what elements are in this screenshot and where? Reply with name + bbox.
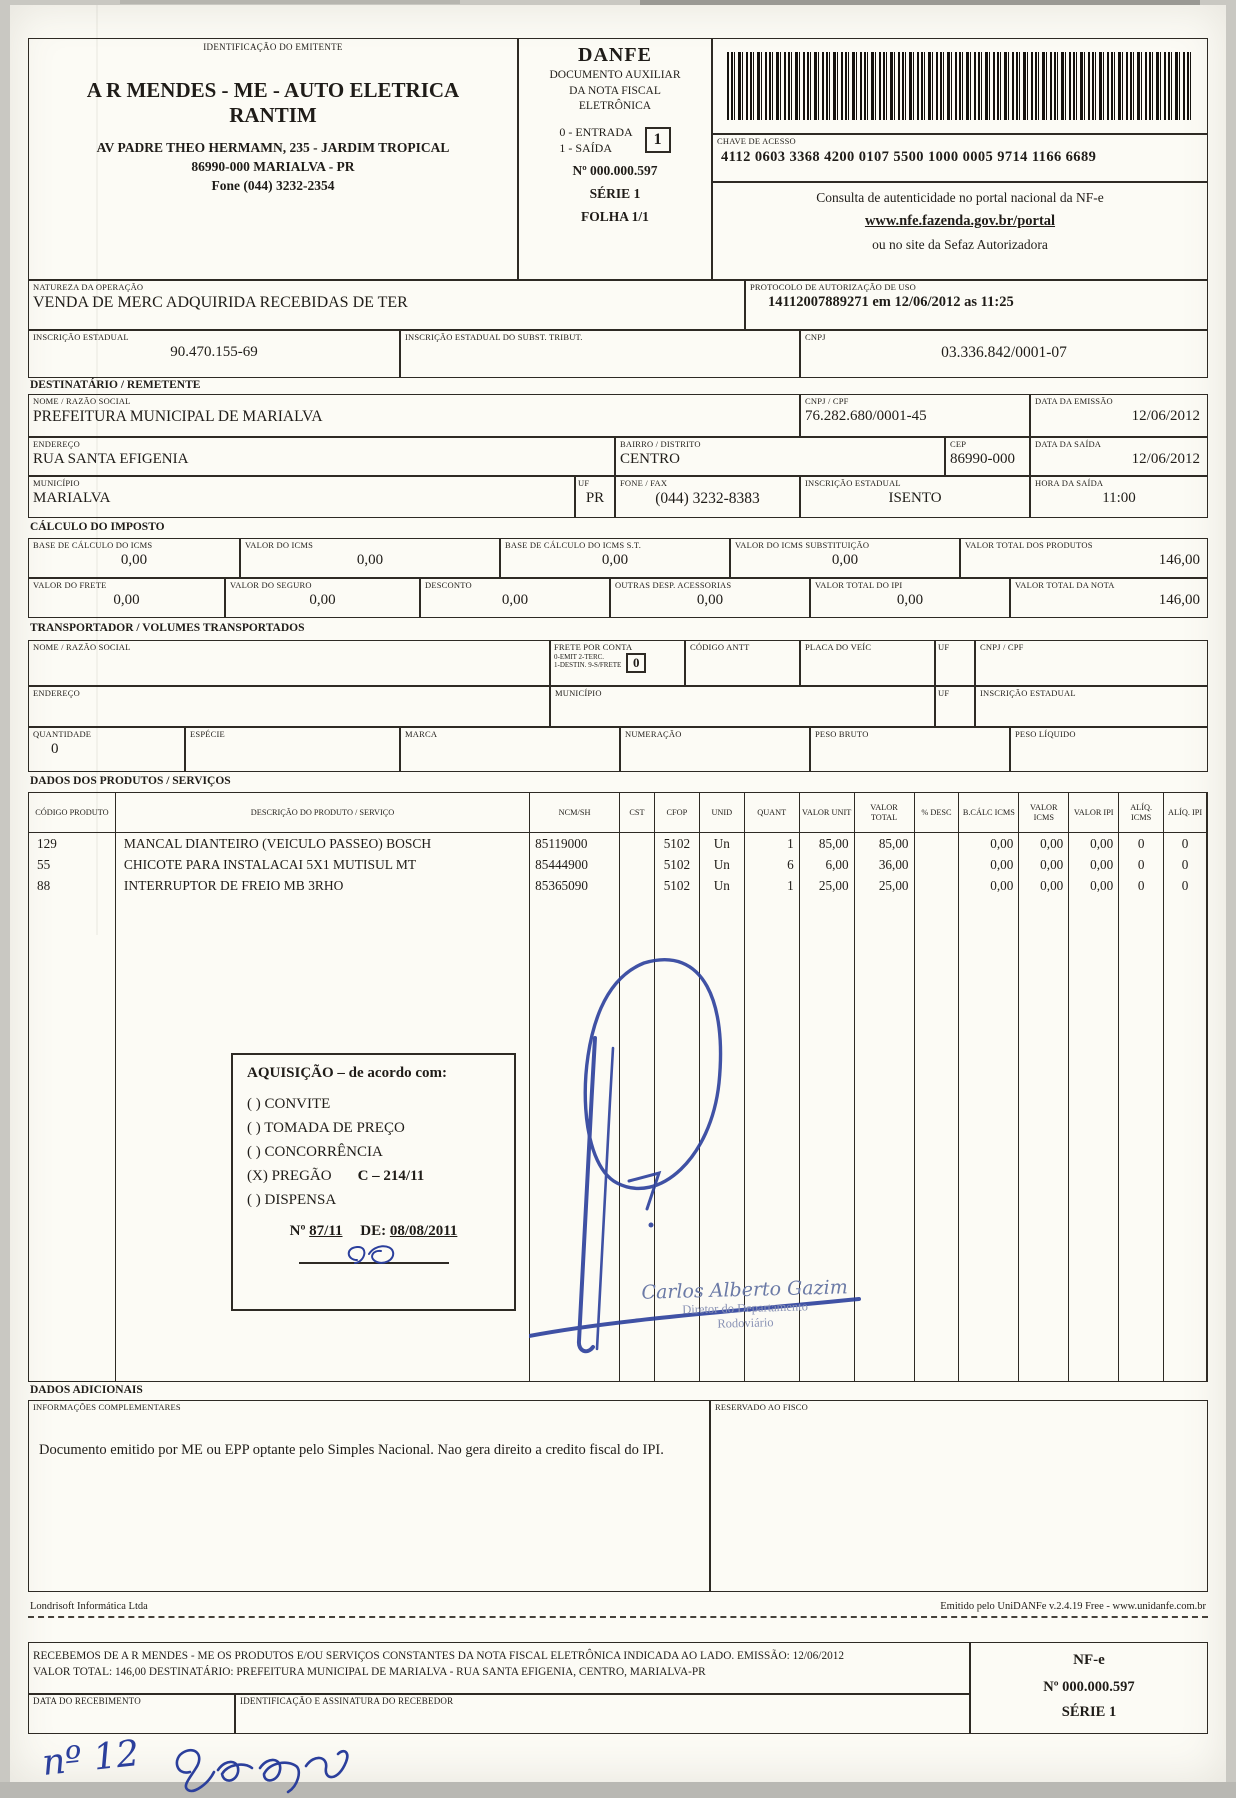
field-value: PREFEITURA MUNICIPAL DE MARIALVA (33, 408, 323, 425)
section-destinatario: DESTINATÁRIO / REMETENTE (30, 379, 201, 391)
column-header: VALOR TOTAL (855, 793, 914, 833)
field-dest-municipio (28, 476, 575, 518)
column-header: NCM/SH (530, 793, 619, 833)
emitter-address-1: AV PADRE THEO HERMAMN, 235 - JARDIM TROPICAL (96, 140, 450, 155)
field-desconto (420, 578, 610, 618)
field-value: 0,00 (309, 592, 336, 608)
stamp-de-label: DE: (360, 1223, 387, 1239)
field-value: 0,00 (831, 552, 859, 568)
field-informacoes-complementares (28, 1400, 710, 1592)
field-inscricao-subst-tribut (400, 330, 800, 378)
field-label: CNPJ / CPF (980, 642, 1024, 652)
column-header: VALOR UNIT (800, 793, 854, 833)
cell-valor-icms: 0,00 (1040, 836, 1064, 851)
field-label: NOME / RAZÃO SOCIAL (33, 642, 131, 652)
receipt-stub-left (28, 1642, 970, 1734)
field-label: BAIRRO / DISTRITO (620, 439, 701, 449)
cell-ncm: 85444900 (535, 857, 588, 872)
field-natureza-operacao (28, 280, 745, 330)
field-label: NOME / RAZÃO SOCIAL (33, 396, 131, 406)
field-transp-uf-2 (935, 686, 975, 727)
cell-aliq-ipi: 0 (1181, 857, 1189, 872)
signer-stamp (614, 1276, 875, 1335)
frete-option-line-2: 1-DESTIN. 9-S/FRETE (554, 661, 622, 669)
field-value: 12/06/2012 (1131, 408, 1200, 424)
field-label: DESCONTO (425, 580, 472, 590)
transportador-row-3 (28, 727, 1208, 772)
field-value: (044) 3232-8383 (655, 490, 760, 507)
field-reservado-ao-fisco (710, 1400, 1208, 1592)
stamp-option-convite: ( ) CONVITE (247, 1096, 331, 1112)
frete-options (554, 653, 621, 669)
field-dest-fone (615, 476, 800, 518)
field-dest-endereco (28, 437, 615, 476)
field-label: MUNICÍPIO (555, 688, 602, 698)
field-dest-inscricao-estadual (800, 476, 1030, 518)
field-inscricao-estadual (28, 330, 400, 378)
field-label: NATUREZA DA OPERAÇÃO (33, 282, 144, 292)
cell-descricao: MANCAL DIANTEIRO (VEICULO PASSEO) BOSCH (123, 836, 432, 851)
destinatario-row-2 (28, 437, 1208, 476)
field-value: PR (585, 490, 605, 506)
cell-cfop: 5102 (663, 836, 691, 851)
receipt-declaration (28, 1642, 970, 1694)
field-numeracao (620, 727, 810, 772)
cell-aliq-icms: 0 (1137, 857, 1145, 872)
destinatario-row-1 (28, 394, 1208, 437)
access-column (712, 38, 1208, 280)
cell-valor-unit: 85,00 (818, 836, 849, 851)
cell-valor-ipi: 0,00 (1090, 857, 1114, 872)
cell-codigo: 55 (37, 857, 51, 872)
receipt-line-1: RECEBEMOS DE A R MENDES - ME OS PRODUTOS E/OU SERVIÇOS CONSTANTES DA NOTA FISCAL ELETRÔNICA INDICADA AO LADO. EMISSÃO: 12/06/2012 (33, 1650, 845, 1662)
tear-dashed-line (28, 1616, 1208, 1618)
cell-valor-total: 25,00 (878, 878, 909, 893)
field-value: 0,00 (120, 552, 148, 568)
field-dest-bairro (615, 437, 945, 476)
field-valor-seguro (225, 578, 420, 618)
field-value: MARIALVA (33, 490, 111, 506)
section-transportador: TRANSPORTADOR / VOLUMES TRANSPORTADOS (30, 622, 305, 634)
field-value: ISENTO (888, 490, 942, 506)
transportador-row-2 (28, 686, 1208, 727)
danfe-entrada-option: 0 - ENTRADA (559, 124, 633, 139)
field-value: 0,00 (356, 552, 384, 568)
consult-line-1: Consulta de autenticidade no portal nacional da NF-e (816, 190, 1104, 205)
field-dest-cep (945, 437, 1030, 476)
column-header: ALÍQ. IPI (1164, 793, 1206, 833)
column-header: % DESC (915, 793, 959, 833)
field-dest-cnpj (800, 394, 1030, 437)
cell-aliq-icms: 0 (1137, 878, 1145, 893)
column-header: QUANT (745, 793, 799, 833)
footer-line (28, 1592, 1208, 1612)
emitted-by: Emitido pelo UniDANFe v.2.4.19 Free - www.unidanfe.com.br (940, 1601, 1206, 1612)
handwritten-note-area (28, 1733, 1208, 1798)
stamp-signature-line (299, 1262, 449, 1264)
cell-unid: Un (713, 836, 730, 851)
emitter-name: A R MENDES - ME - AUTO ELETRICA RANTIM (86, 78, 460, 127)
field-frete-por-conta (550, 640, 685, 686)
handwritten-scribble (168, 1742, 368, 1796)
cell-valor-unit: 25,00 (818, 878, 849, 893)
field-label: CEP (950, 439, 967, 449)
danfe-title: DANFE (578, 44, 652, 66)
danfe-io-block (523, 124, 707, 156)
field-label: PESO LÍQUIDO (1015, 729, 1076, 739)
field-hora-saida (1030, 476, 1208, 518)
cell-valor-icms: 0,00 (1040, 878, 1064, 893)
destinatario-row-3 (28, 476, 1208, 518)
consult-line-2: ou no site da Sefaz Autorizadora (872, 237, 1048, 252)
field-label: RESERVADO AO FISCO (715, 1402, 808, 1412)
field-value: 0,00 (601, 552, 629, 568)
field-label: UF (578, 478, 590, 488)
stamp-num-label: Nº (289, 1223, 306, 1239)
field-label: BASE DE CÁLCULO DO ICMS (33, 540, 153, 550)
emitter-address-2: 86990-000 MARIALVA - PR (191, 159, 355, 174)
field-value: 12/06/2012 (1131, 451, 1200, 467)
field-value: 0,00 (896, 592, 924, 608)
field-value: 0,00 (696, 592, 724, 608)
field-dest-nome (28, 394, 800, 437)
field-label: VALOR TOTAL DOS PRODUTOS (965, 540, 1093, 550)
field-dest-uf (575, 476, 615, 518)
inscricoes-row (28, 330, 1208, 378)
field-label: INSCRIÇÃO ESTADUAL (980, 688, 1076, 698)
field-transp-nome (28, 640, 550, 686)
field-label: ENDEREÇO (33, 439, 80, 449)
field-label: CHAVE DE ACESSO (717, 136, 796, 146)
field-label: PLACA DO VEÍC (805, 642, 872, 652)
column-header: CÓDIGO PRODUTO (29, 793, 115, 833)
signer-name: Carlos Alberto Gazim (641, 1276, 848, 1304)
field-label: FRETE POR CONTA (554, 642, 633, 652)
col-aliq-icms (1119, 793, 1164, 1381)
paper-sheet (10, 5, 1226, 1782)
field-label: DATA DO RECEBIMENTO (33, 1696, 141, 1706)
field-label: OUTRAS DESP. ACESSORIAS (615, 580, 732, 590)
emitter-section-label: IDENTIFICAÇÃO DO EMITENTE (203, 42, 343, 52)
danfe-io-options (559, 124, 632, 156)
danfe-saida-option: 1 - SAÍDA (559, 140, 612, 155)
field-valor-icms-subst (730, 538, 960, 578)
danfe-tipo-box: 1 (645, 127, 671, 153)
field-label: PESO BRUTO (815, 729, 869, 739)
cell-ncm: 85365090 (535, 878, 588, 893)
danfe-content (28, 38, 1208, 1798)
section-dados-adicionais: DADOS ADICIONAIS (30, 1384, 143, 1396)
field-placa-veiculo (800, 640, 935, 686)
field-identificacao-assinatura (235, 1694, 970, 1734)
field-data-emissao (1030, 394, 1208, 437)
natureza-operacao-row (28, 280, 1208, 330)
column-header: B.CÁLC ICMS (959, 793, 1018, 833)
field-label: IDENTIFICAÇÃO E ASSINATURA DO RECEBEDOR (240, 1696, 454, 1706)
field-value: VENDA DE MERC ADQUIRIDA RECEBIDAS DE TER (33, 294, 408, 311)
products-table (28, 792, 1208, 1382)
field-transp-endereco (28, 686, 550, 727)
field-label: MARCA (405, 729, 438, 739)
stamp-option-concorrencia: ( ) CONCORRÊNCIA (247, 1144, 383, 1160)
field-label: INSCRIÇÃO ESTADUAL DO SUBST. TRIBUT. (405, 332, 583, 342)
field-label: VALOR DO SEGURO (230, 580, 312, 590)
scan-artifact (120, 0, 460, 4)
cell-bcalc-icms: 0,00 (990, 857, 1014, 872)
col-perc-desc (915, 793, 960, 1381)
field-value: 0,00 (501, 592, 529, 608)
frete-option-line-1: 0-EMIT 2-TERC. (554, 653, 605, 661)
cell-valor-unit: 6,00 (825, 857, 849, 872)
field-value: 0,00 (113, 592, 140, 608)
cell-quant: 6 (787, 857, 794, 872)
field-value: 03.336.842/0001-07 (941, 344, 1067, 361)
stamp-title: AQUISIÇÃO – de acordo com: (247, 1065, 447, 1081)
danfe-subtitle-3: ELETRÔNICA (578, 100, 652, 112)
field-base-calc-icms (28, 538, 240, 578)
col-bcalc-icms (959, 793, 1019, 1381)
field-data-recebimento (28, 1694, 235, 1734)
field-value: 76.282.680/0001-45 (805, 408, 927, 424)
field-label: CNPJ (805, 332, 826, 342)
column-header: VALOR ICMS (1019, 793, 1068, 833)
cell-quant: 1 (787, 836, 794, 851)
danfe-number: Nº 000.000.597 (572, 162, 658, 178)
receipt-nfe-box (970, 1642, 1208, 1734)
cell-descricao: INTERRUPTOR DE FREIO MB 3RHO (123, 878, 344, 893)
nfe-serie: SÉRIE 1 (1061, 1704, 1117, 1720)
field-label: HORA DA SAÍDA (1035, 478, 1104, 488)
field-valor-total-produtos (960, 538, 1208, 578)
stamp-date: 08/08/2011 (389, 1223, 458, 1239)
field-label: VALOR DO FRETE (33, 580, 107, 590)
receipt-stub-bottom-row (28, 1694, 970, 1734)
field-label: UF (938, 642, 950, 652)
cell-unid: Un (713, 878, 730, 893)
field-outras-despesas (610, 578, 810, 618)
cell-aliq-icms: 0 (1137, 836, 1145, 851)
barcode (727, 52, 1193, 120)
field-cnpj-emitente (800, 330, 1208, 378)
receipt-line-2: VALOR TOTAL: 146,00 DESTINATÁRIO: PREFEITURA MUNICIPAL DE MARIALVA - RUA SANTA EFIGENIA, CENTRO, MARIALVA-PR (33, 1666, 706, 1678)
cell-bcalc-icms: 0,00 (990, 878, 1014, 893)
field-valor-total-nota (1010, 578, 1208, 618)
column-header: UNID (700, 793, 744, 833)
emitter-box (28, 38, 518, 280)
field-value: 86990-000 (950, 451, 1015, 467)
header-block (28, 38, 1208, 280)
stamp-option-tomada: ( ) TOMADA DE PREÇO (247, 1120, 405, 1136)
field-codigo-antt (685, 640, 800, 686)
acquisition-stamp-box (231, 1053, 516, 1311)
field-label: ESPÉCIE (190, 729, 225, 739)
danfe-box (518, 38, 712, 280)
cell-ncm: 85119000 (535, 836, 588, 851)
field-quantidade (28, 727, 185, 772)
imposto-row-2 (28, 578, 1208, 618)
cell-cfop: 5102 (663, 857, 691, 872)
column-header: CFOP (655, 793, 699, 833)
barcode-box (712, 38, 1208, 134)
field-value: CENTRO (620, 451, 680, 467)
field-label: CNPJ / CPF (805, 396, 849, 406)
signer-role-line-2: Rodoviário (717, 1315, 774, 1331)
field-label: QUANTIDADE (33, 729, 92, 739)
handwritten-number: nº 12 (40, 1733, 142, 1784)
software-vendor: Londrisoft Informática Ltda (30, 1601, 148, 1612)
field-transp-uf-1 (935, 640, 975, 686)
field-label: INFORMAÇÕES COMPLEMENTARES (33, 1402, 181, 1412)
field-label: FONE / FAX (620, 478, 668, 488)
cell-codigo: 129 (37, 836, 57, 851)
field-value: 11:00 (1102, 490, 1136, 506)
cell-valor-ipi: 0,00 (1090, 836, 1114, 851)
danfe-subtitle-2: DA NOTA FISCAL (569, 84, 661, 97)
cell-aliq-ipi: 0 (1181, 836, 1189, 851)
authenticity-box (712, 182, 1208, 280)
field-valor-total-ipi (810, 578, 1010, 618)
cell-valor-ipi: 0,00 (1090, 878, 1114, 893)
cell-quant: 1 (787, 878, 794, 893)
field-label: VALOR DO ICMS SUBSTITUIÇÃO (735, 540, 870, 550)
column-header: ALÍQ. ICMS (1119, 793, 1163, 833)
field-label: VALOR TOTAL DA NOTA (1015, 580, 1115, 590)
cell-valor-total: 36,00 (878, 857, 909, 872)
field-label: VALOR TOTAL DO IPI (815, 580, 903, 590)
field-label: PROTOCOLO DE AUTORIZAÇÃO DE USO (750, 282, 916, 292)
field-label: CÓDIGO ANTT (690, 642, 750, 652)
field-peso-bruto (810, 727, 1010, 772)
nfe-label: NF-e (1073, 1652, 1105, 1668)
frete-options-block (554, 653, 681, 673)
field-label: VALOR DO ICMS (245, 540, 314, 550)
field-transp-inscricao-estadual (975, 686, 1208, 727)
field-peso-liquido (1010, 727, 1208, 772)
col-valor-ipi (1069, 793, 1119, 1381)
field-value: 4112 0603 3368 4200 0107 5500 1000 0005 9714 1166 6689 (721, 149, 1097, 165)
col-valor-icms (1019, 793, 1069, 1381)
danfe-serie: SÉRIE 1 (589, 185, 641, 201)
cell-codigo: 88 (37, 878, 51, 893)
cell-valor-total: 85,00 (878, 836, 909, 851)
emitter-phone: Fone (044) 3232-2354 (211, 178, 335, 193)
field-label: INSCRIÇÃO ESTADUAL (33, 332, 129, 342)
column-header: DESCRIÇÃO DO PRODUTO / SERVIÇO (116, 793, 529, 833)
cell-unid: Un (713, 857, 730, 872)
cell-aliq-ipi: 0 (1181, 878, 1189, 893)
section-calculo-imposto: CÁLCULO DO IMPOSTO (30, 521, 165, 533)
stamp-option-pregao (247, 1168, 500, 1185)
field-especie (185, 727, 400, 772)
field-data-saida (1030, 437, 1208, 476)
cell-cfop: 5102 (663, 878, 691, 893)
stamp-initials-scribble (339, 1242, 409, 1268)
field-label: INSCRIÇÃO ESTADUAL (805, 478, 901, 488)
stamp-num: 87/11 (309, 1223, 343, 1239)
col-aliq-ipi (1164, 793, 1207, 1381)
field-value: RUA SANTA EFIGENIA (33, 451, 189, 467)
cell-bcalc-icms: 0,00 (990, 836, 1014, 851)
cell-valor-icms: 0,00 (1040, 857, 1064, 872)
imposto-row-1 (28, 538, 1208, 578)
field-label: DATA DA EMISSÃO (1035, 396, 1113, 406)
field-value: 0 (51, 741, 59, 757)
receipt-stub (28, 1642, 1208, 1734)
column-header: CST (620, 793, 654, 833)
field-value: 90.470.155-69 (170, 344, 258, 360)
field-label: ENDEREÇO (33, 688, 80, 698)
field-label: MUNICÍPIO (33, 478, 80, 488)
col-codigo-produto (29, 793, 116, 1381)
cell-descricao: CHICOTE PARA INSTALACAI 5X1 MUTISUL MT (123, 857, 417, 872)
field-label: UF (938, 688, 950, 698)
danfe-subtitle-1: DOCUMENTO AUXILIAR (549, 69, 681, 81)
field-marca (400, 727, 620, 772)
field-label: NUMERAÇÃO (625, 729, 682, 739)
field-value: 146,00 (1158, 592, 1200, 608)
field-transp-municipio (550, 686, 935, 727)
field-chave-de-acesso (712, 134, 1208, 182)
field-value: 14112007889271 em 12/06/2012 as 11:25 (768, 294, 1014, 310)
field-valor-icms (240, 538, 500, 578)
nfe-portal-link: www.nfe.fazenda.gov.br/portal (864, 213, 1056, 229)
stamp-pregao-ref: C – 214/11 (357, 1168, 425, 1184)
danfe-folha: FOLHA 1/1 (581, 208, 649, 224)
stamp-number-line (247, 1223, 500, 1240)
nfe-number: Nº 000.000.597 (1043, 1679, 1135, 1695)
transportador-row-1 (28, 640, 1208, 686)
field-protocolo-autorizacao (745, 280, 1208, 330)
field-valor-frete (28, 578, 225, 618)
field-value: Documento emitido por ME ou EPP optante pelo Simples Nacional. Nao gera direito a credito fiscal do IPI. (39, 1442, 664, 1458)
field-label: BASE DE CÁLCULO DO ICMS S.T. (505, 540, 642, 550)
section-produtos: DADOS DOS PRODUTOS / SERVIÇOS (30, 775, 231, 787)
dados-adicionais-row (28, 1400, 1208, 1592)
frete-value-box: 0 (626, 653, 646, 673)
column-header: VALOR IPI (1069, 793, 1118, 833)
field-base-calc-icms-st (500, 538, 730, 578)
stamp-pregao-checked: (X) PREGÃO (247, 1168, 332, 1184)
signer-role-line-1: Diretor do Departamento (682, 1299, 809, 1317)
stamp-option-dispensa: ( ) DISPENSA (247, 1192, 337, 1208)
field-value: 146,00 (1158, 552, 1200, 568)
field-transp-cnpj (975, 640, 1208, 686)
field-label: DATA DA SAÍDA (1035, 439, 1102, 449)
